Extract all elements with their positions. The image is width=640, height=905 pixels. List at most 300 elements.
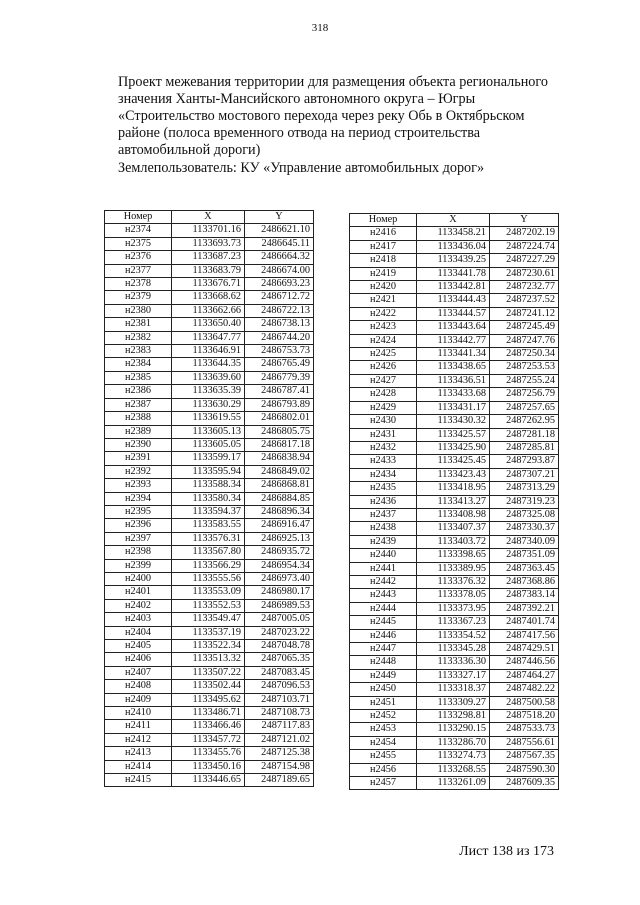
- y-coordinate-cell: 2487262.95: [490, 415, 559, 428]
- point-number-cell: н2457: [350, 777, 417, 790]
- point-number-cell: н2404: [105, 626, 172, 639]
- y-coordinate-cell: 2487230.61: [490, 267, 559, 280]
- point-number-cell: н2453: [350, 723, 417, 736]
- point-number-cell: н2378: [105, 278, 172, 291]
- table-row: [105, 774, 314, 787]
- x-coordinate-cell: 1133486.71: [172, 707, 245, 720]
- y-coordinate-cell: 2486805.75: [245, 425, 314, 438]
- table-row: [105, 371, 314, 384]
- sheet-number: Лист 138 из 173: [459, 844, 554, 859]
- table-row: [350, 656, 559, 669]
- table-row: [350, 683, 559, 696]
- y-coordinate-cell: 2486954.34: [245, 559, 314, 572]
- point-number-cell: н2399: [105, 559, 172, 572]
- table-row: [105, 640, 314, 653]
- x-coordinate-cell: 1133444.43: [417, 294, 490, 307]
- table-row: [105, 505, 314, 518]
- x-coordinate-cell: 1133425.90: [417, 441, 490, 454]
- x-coordinate-cell: 1133433.68: [417, 388, 490, 401]
- table-row: [350, 736, 559, 749]
- header-line: значения Ханты-Мансийского автономного округа – Югры: [118, 91, 476, 107]
- point-number-cell: н2396: [105, 519, 172, 532]
- y-coordinate-cell: 2486793.89: [245, 398, 314, 411]
- coordinates-table-left: [104, 210, 314, 787]
- table-row: [350, 227, 559, 240]
- y-coordinate-cell: 2487330.37: [490, 522, 559, 535]
- y-coordinate-cell: 2486779.39: [245, 371, 314, 384]
- point-number-cell: н2385: [105, 371, 172, 384]
- column-header-x: X: [172, 211, 245, 224]
- x-coordinate-cell: 1133555.56: [172, 572, 245, 585]
- x-coordinate-cell: 1133318.37: [417, 683, 490, 696]
- y-coordinate-cell: 2487202.19: [490, 227, 559, 240]
- table-row: [350, 267, 559, 280]
- x-coordinate-cell: 1133619.55: [172, 412, 245, 425]
- x-coordinate-cell: 1133413.27: [417, 495, 490, 508]
- table-row: [105, 733, 314, 746]
- x-coordinate-cell: 1133567.80: [172, 546, 245, 559]
- x-coordinate-cell: 1133408.98: [417, 508, 490, 521]
- x-coordinate-cell: 1133580.34: [172, 492, 245, 505]
- table-row: [350, 508, 559, 521]
- point-number-cell: н2391: [105, 452, 172, 465]
- column-header-y: Y: [245, 211, 314, 224]
- y-coordinate-cell: 2486765.49: [245, 358, 314, 371]
- point-number-cell: н2406: [105, 653, 172, 666]
- point-number-cell: н2414: [105, 760, 172, 773]
- table-row: [105, 278, 314, 291]
- x-coordinate-cell: 1133268.55: [417, 763, 490, 776]
- x-coordinate-cell: 1133495.62: [172, 693, 245, 706]
- land-user-line: Землепользователь: КУ «Управление автомобильных дорог»: [118, 160, 485, 176]
- x-coordinate-cell: 1133407.37: [417, 522, 490, 535]
- x-coordinate-cell: 1133639.60: [172, 371, 245, 384]
- point-number-cell: н2437: [350, 508, 417, 521]
- table-row: [350, 522, 559, 535]
- x-coordinate-cell: 1133345.28: [417, 643, 490, 656]
- table-row: [105, 559, 314, 572]
- x-coordinate-cell: 1133436.51: [417, 374, 490, 387]
- table-row: [350, 549, 559, 562]
- table-row: [105, 613, 314, 626]
- x-coordinate-cell: 1133630.29: [172, 398, 245, 411]
- table-row: [105, 693, 314, 706]
- table-row: [105, 707, 314, 720]
- point-number-cell: н2444: [350, 602, 417, 615]
- point-number-cell: н2420: [350, 281, 417, 294]
- y-coordinate-cell: 2486935.72: [245, 546, 314, 559]
- point-number-cell: н2418: [350, 254, 417, 267]
- column-header-x: X: [417, 214, 490, 227]
- y-coordinate-cell: 2487245.49: [490, 321, 559, 334]
- table-row: [350, 575, 559, 588]
- table-row: [350, 777, 559, 790]
- point-number-cell: н2442: [350, 575, 417, 588]
- table-row: [105, 412, 314, 425]
- table-row: [350, 616, 559, 629]
- x-coordinate-cell: 1133376.32: [417, 575, 490, 588]
- y-coordinate-cell: 2487313.29: [490, 482, 559, 495]
- point-number-cell: н2381: [105, 318, 172, 331]
- y-coordinate-cell: 2487590.30: [490, 763, 559, 776]
- table-row: [105, 358, 314, 371]
- x-coordinate-cell: 1133261.09: [417, 777, 490, 790]
- point-number-cell: н2417: [350, 240, 417, 253]
- y-coordinate-cell: 2487556.61: [490, 736, 559, 749]
- point-number-cell: н2425: [350, 348, 417, 361]
- table-row: [105, 264, 314, 277]
- table-row: [105, 492, 314, 505]
- y-coordinate-cell: 2486849.02: [245, 465, 314, 478]
- x-coordinate-cell: 1133594.37: [172, 505, 245, 518]
- point-number-cell: н2405: [105, 640, 172, 653]
- point-number-cell: н2415: [105, 774, 172, 787]
- table-row: [350, 750, 559, 763]
- x-coordinate-cell: 1133552.53: [172, 599, 245, 612]
- y-coordinate-cell: 2487363.45: [490, 562, 559, 575]
- y-coordinate-cell: 2486674.00: [245, 264, 314, 277]
- y-coordinate-cell: 2487464.27: [490, 669, 559, 682]
- point-number-cell: н2382: [105, 331, 172, 344]
- y-coordinate-cell: 2487256.79: [490, 388, 559, 401]
- y-coordinate-cell: 2487609.35: [490, 777, 559, 790]
- y-coordinate-cell: 2487189.65: [245, 774, 314, 787]
- table-row: [105, 586, 314, 599]
- table-row: [350, 334, 559, 347]
- table-row: [105, 532, 314, 545]
- point-number-cell: н2441: [350, 562, 417, 575]
- point-number-cell: н2422: [350, 307, 417, 320]
- point-number-cell: н2419: [350, 267, 417, 280]
- point-number-cell: н2379: [105, 291, 172, 304]
- x-coordinate-cell: 1133436.04: [417, 240, 490, 253]
- y-coordinate-cell: 2487518.20: [490, 710, 559, 723]
- y-coordinate-cell: 2487108.73: [245, 707, 314, 720]
- x-coordinate-cell: 1133441.34: [417, 348, 490, 361]
- y-coordinate-cell: 2486838.94: [245, 452, 314, 465]
- table-row: [350, 348, 559, 361]
- y-coordinate-cell: 2486884.85: [245, 492, 314, 505]
- y-coordinate-cell: 2487154.98: [245, 760, 314, 773]
- point-number-cell: н2402: [105, 599, 172, 612]
- x-coordinate-cell: 1133605.05: [172, 438, 245, 451]
- table-row: [350, 468, 559, 481]
- x-coordinate-cell: 1133458.21: [417, 227, 490, 240]
- table-row: [350, 535, 559, 548]
- x-coordinate-cell: 1133309.27: [417, 696, 490, 709]
- x-coordinate-cell: 1133327.17: [417, 669, 490, 682]
- y-coordinate-cell: 2487429.51: [490, 643, 559, 656]
- point-number-cell: н2451: [350, 696, 417, 709]
- table-row: [350, 281, 559, 294]
- point-number-cell: н2440: [350, 549, 417, 562]
- y-coordinate-cell: 2487325.08: [490, 508, 559, 521]
- table-row: [350, 428, 559, 441]
- header-line: Проект межевания территории для размещения объекта регионального: [118, 74, 548, 90]
- x-coordinate-cell: 1133583.55: [172, 519, 245, 532]
- document-header: [118, 74, 588, 177]
- y-coordinate-cell: 2487319.23: [490, 495, 559, 508]
- point-number-cell: н2380: [105, 304, 172, 317]
- header-line: районе (полоса временного отвода на период строительства: [118, 125, 481, 141]
- table-row: [105, 760, 314, 773]
- table-row: [105, 438, 314, 451]
- point-number-cell: н2447: [350, 643, 417, 656]
- table-row: [105, 599, 314, 612]
- y-coordinate-cell: 2487293.87: [490, 455, 559, 468]
- y-coordinate-cell: 2487401.74: [490, 616, 559, 629]
- y-coordinate-cell: 2487227.29: [490, 254, 559, 267]
- point-number-cell: н2386: [105, 385, 172, 398]
- point-number-cell: н2401: [105, 586, 172, 599]
- y-coordinate-cell: 2487281.18: [490, 428, 559, 441]
- point-number-cell: н2392: [105, 465, 172, 478]
- x-coordinate-cell: 1133442.81: [417, 281, 490, 294]
- x-coordinate-cell: 1133443.64: [417, 321, 490, 334]
- point-number-cell: н2456: [350, 763, 417, 776]
- point-number-cell: н2424: [350, 334, 417, 347]
- x-coordinate-cell: 1133354.52: [417, 629, 490, 642]
- point-number-cell: н2430: [350, 415, 417, 428]
- table-row: [105, 425, 314, 438]
- x-coordinate-cell: 1133439.25: [417, 254, 490, 267]
- y-coordinate-cell: 2486896.34: [245, 505, 314, 518]
- y-coordinate-cell: 2487340.09: [490, 535, 559, 548]
- y-coordinate-cell: 2486744.20: [245, 331, 314, 344]
- table-row: [350, 643, 559, 656]
- x-coordinate-cell: 1133635.39: [172, 385, 245, 398]
- table-row: [105, 331, 314, 344]
- point-number-cell: н2439: [350, 535, 417, 548]
- table-row: [350, 254, 559, 267]
- y-coordinate-cell: 2487224.74: [490, 240, 559, 253]
- table-row: [105, 345, 314, 358]
- x-coordinate-cell: 1133599.17: [172, 452, 245, 465]
- x-coordinate-cell: 1133286.70: [417, 736, 490, 749]
- column-header-number: Номер: [350, 214, 417, 227]
- y-coordinate-cell: 2487417.56: [490, 629, 559, 642]
- y-coordinate-cell: 2486925.13: [245, 532, 314, 545]
- x-coordinate-cell: 1133418.95: [417, 482, 490, 495]
- point-number-cell: н2409: [105, 693, 172, 706]
- y-coordinate-cell: 2486817.18: [245, 438, 314, 451]
- y-coordinate-cell: 2487482.22: [490, 683, 559, 696]
- table-row: [105, 653, 314, 666]
- x-coordinate-cell: 1133373.95: [417, 602, 490, 615]
- x-coordinate-cell: 1133595.94: [172, 465, 245, 478]
- y-coordinate-cell: 2487253.53: [490, 361, 559, 374]
- y-coordinate-cell: 2487023.22: [245, 626, 314, 639]
- table-row: [350, 710, 559, 723]
- point-number-cell: н2398: [105, 546, 172, 559]
- x-coordinate-cell: 1133430.32: [417, 415, 490, 428]
- x-coordinate-cell: 1133650.40: [172, 318, 245, 331]
- x-coordinate-cell: 1133438.65: [417, 361, 490, 374]
- x-coordinate-cell: 1133444.57: [417, 307, 490, 320]
- table-row: [350, 361, 559, 374]
- table-row: [105, 666, 314, 679]
- table-row: [350, 415, 559, 428]
- y-coordinate-cell: 2487307.21: [490, 468, 559, 481]
- x-coordinate-cell: 1133274.73: [417, 750, 490, 763]
- y-coordinate-cell: 2486722.13: [245, 304, 314, 317]
- point-number-cell: н2448: [350, 656, 417, 669]
- x-coordinate-cell: 1133701.16: [172, 224, 245, 237]
- column-header-number: Номер: [105, 211, 172, 224]
- point-number-cell: н2393: [105, 479, 172, 492]
- point-number-cell: н2384: [105, 358, 172, 371]
- table-row: [350, 589, 559, 602]
- y-coordinate-cell: 2487567.35: [490, 750, 559, 763]
- y-coordinate-cell: 2486753.73: [245, 345, 314, 358]
- y-coordinate-cell: 2487285.81: [490, 441, 559, 454]
- y-coordinate-cell: 2487103.71: [245, 693, 314, 706]
- point-number-cell: н2443: [350, 589, 417, 602]
- x-coordinate-cell: 1133553.09: [172, 586, 245, 599]
- y-coordinate-cell: 2486712.72: [245, 291, 314, 304]
- point-number-cell: н2397: [105, 532, 172, 545]
- table-row: [350, 482, 559, 495]
- header-line: «Строительство мостового перехода через реку Обь в Октябрьском: [118, 108, 525, 124]
- point-number-cell: н2412: [105, 733, 172, 746]
- table-row: [350, 495, 559, 508]
- x-coordinate-cell: 1133336.30: [417, 656, 490, 669]
- page-number: 318: [311, 22, 329, 34]
- y-coordinate-cell: 2486980.17: [245, 586, 314, 599]
- y-coordinate-cell: 2487247.76: [490, 334, 559, 347]
- point-number-cell: н2455: [350, 750, 417, 763]
- coordinates-table-right: [349, 213, 559, 790]
- y-coordinate-cell: 2486916.47: [245, 519, 314, 532]
- y-coordinate-cell: 2486787.41: [245, 385, 314, 398]
- table-row: [105, 626, 314, 639]
- point-number-cell: н2446: [350, 629, 417, 642]
- point-number-cell: н2452: [350, 710, 417, 723]
- table-row: [350, 602, 559, 615]
- table-row: [350, 669, 559, 682]
- x-coordinate-cell: 1133450.16: [172, 760, 245, 773]
- y-coordinate-cell: 2486693.23: [245, 278, 314, 291]
- table-row: [350, 455, 559, 468]
- y-coordinate-cell: 2487392.21: [490, 602, 559, 615]
- x-coordinate-cell: 1133442.77: [417, 334, 490, 347]
- table-row: [105, 291, 314, 304]
- column-header-y: Y: [490, 214, 559, 227]
- y-coordinate-cell: 2487096.53: [245, 680, 314, 693]
- x-coordinate-cell: 1133441.78: [417, 267, 490, 280]
- table-row: [105, 479, 314, 492]
- x-coordinate-cell: 1133683.79: [172, 264, 245, 277]
- y-coordinate-cell: 2486621.10: [245, 224, 314, 237]
- point-number-cell: н2429: [350, 401, 417, 414]
- y-coordinate-cell: 2487125.38: [245, 747, 314, 760]
- point-number-cell: н2431: [350, 428, 417, 441]
- table-row: [350, 388, 559, 401]
- y-coordinate-cell: 2487383.14: [490, 589, 559, 602]
- table-row: [350, 696, 559, 709]
- table-row: [350, 562, 559, 575]
- y-coordinate-cell: 2487257.65: [490, 401, 559, 414]
- x-coordinate-cell: 1133423.43: [417, 468, 490, 481]
- table-row: [105, 465, 314, 478]
- table-row: [350, 307, 559, 320]
- point-number-cell: н2434: [350, 468, 417, 481]
- x-coordinate-cell: 1133403.72: [417, 535, 490, 548]
- point-number-cell: н2374: [105, 224, 172, 237]
- y-coordinate-cell: 2486645.11: [245, 237, 314, 250]
- point-number-cell: н2436: [350, 495, 417, 508]
- x-coordinate-cell: 1133549.47: [172, 613, 245, 626]
- y-coordinate-cell: 2487065.35: [245, 653, 314, 666]
- x-coordinate-cell: 1133588.34: [172, 479, 245, 492]
- x-coordinate-cell: 1133676.71: [172, 278, 245, 291]
- y-coordinate-cell: 2487255.24: [490, 374, 559, 387]
- point-number-cell: н2390: [105, 438, 172, 451]
- point-number-cell: н2394: [105, 492, 172, 505]
- table-row: [105, 251, 314, 264]
- header-line: автомобильной дороги): [118, 142, 261, 158]
- point-number-cell: н2427: [350, 374, 417, 387]
- y-coordinate-cell: 2487048.78: [245, 640, 314, 653]
- point-number-cell: н2445: [350, 616, 417, 629]
- point-number-cell: н2428: [350, 388, 417, 401]
- y-coordinate-cell: 2486868.81: [245, 479, 314, 492]
- x-coordinate-cell: 1133298.81: [417, 710, 490, 723]
- table-row: [350, 723, 559, 736]
- y-coordinate-cell: 2487237.52: [490, 294, 559, 307]
- x-coordinate-cell: 1133662.66: [172, 304, 245, 317]
- x-coordinate-cell: 1133537.19: [172, 626, 245, 639]
- y-coordinate-cell: 2487083.45: [245, 666, 314, 679]
- y-coordinate-cell: 2487241.12: [490, 307, 559, 320]
- point-number-cell: н2383: [105, 345, 172, 358]
- y-coordinate-cell: 2487005.05: [245, 613, 314, 626]
- x-coordinate-cell: 1133455.76: [172, 747, 245, 760]
- x-coordinate-cell: 1133367.23: [417, 616, 490, 629]
- y-coordinate-cell: 2486664.32: [245, 251, 314, 264]
- point-number-cell: н2389: [105, 425, 172, 438]
- table-row: [105, 680, 314, 693]
- table-row: [350, 321, 559, 334]
- point-number-cell: н2376: [105, 251, 172, 264]
- x-coordinate-cell: 1133605.13: [172, 425, 245, 438]
- table-row: [350, 441, 559, 454]
- table-header-row: [350, 214, 559, 227]
- x-coordinate-cell: 1133576.31: [172, 532, 245, 545]
- y-coordinate-cell: 2487232.77: [490, 281, 559, 294]
- point-number-cell: н2435: [350, 482, 417, 495]
- table-row: [105, 304, 314, 317]
- point-number-cell: н2432: [350, 441, 417, 454]
- x-coordinate-cell: 1133389.95: [417, 562, 490, 575]
- point-number-cell: н2407: [105, 666, 172, 679]
- x-coordinate-cell: 1133668.62: [172, 291, 245, 304]
- x-coordinate-cell: 1133425.57: [417, 428, 490, 441]
- y-coordinate-cell: 2486973.40: [245, 572, 314, 585]
- table-row: [350, 763, 559, 776]
- point-number-cell: н2423: [350, 321, 417, 334]
- x-coordinate-cell: 1133431.17: [417, 401, 490, 414]
- x-coordinate-cell: 1133457.72: [172, 733, 245, 746]
- table-row: [105, 747, 314, 760]
- point-number-cell: н2411: [105, 720, 172, 733]
- x-coordinate-cell: 1133513.32: [172, 653, 245, 666]
- table-row: [105, 398, 314, 411]
- x-coordinate-cell: 1133507.22: [172, 666, 245, 679]
- x-coordinate-cell: 1133644.35: [172, 358, 245, 371]
- x-coordinate-cell: 1133398.65: [417, 549, 490, 562]
- point-number-cell: н2400: [105, 572, 172, 585]
